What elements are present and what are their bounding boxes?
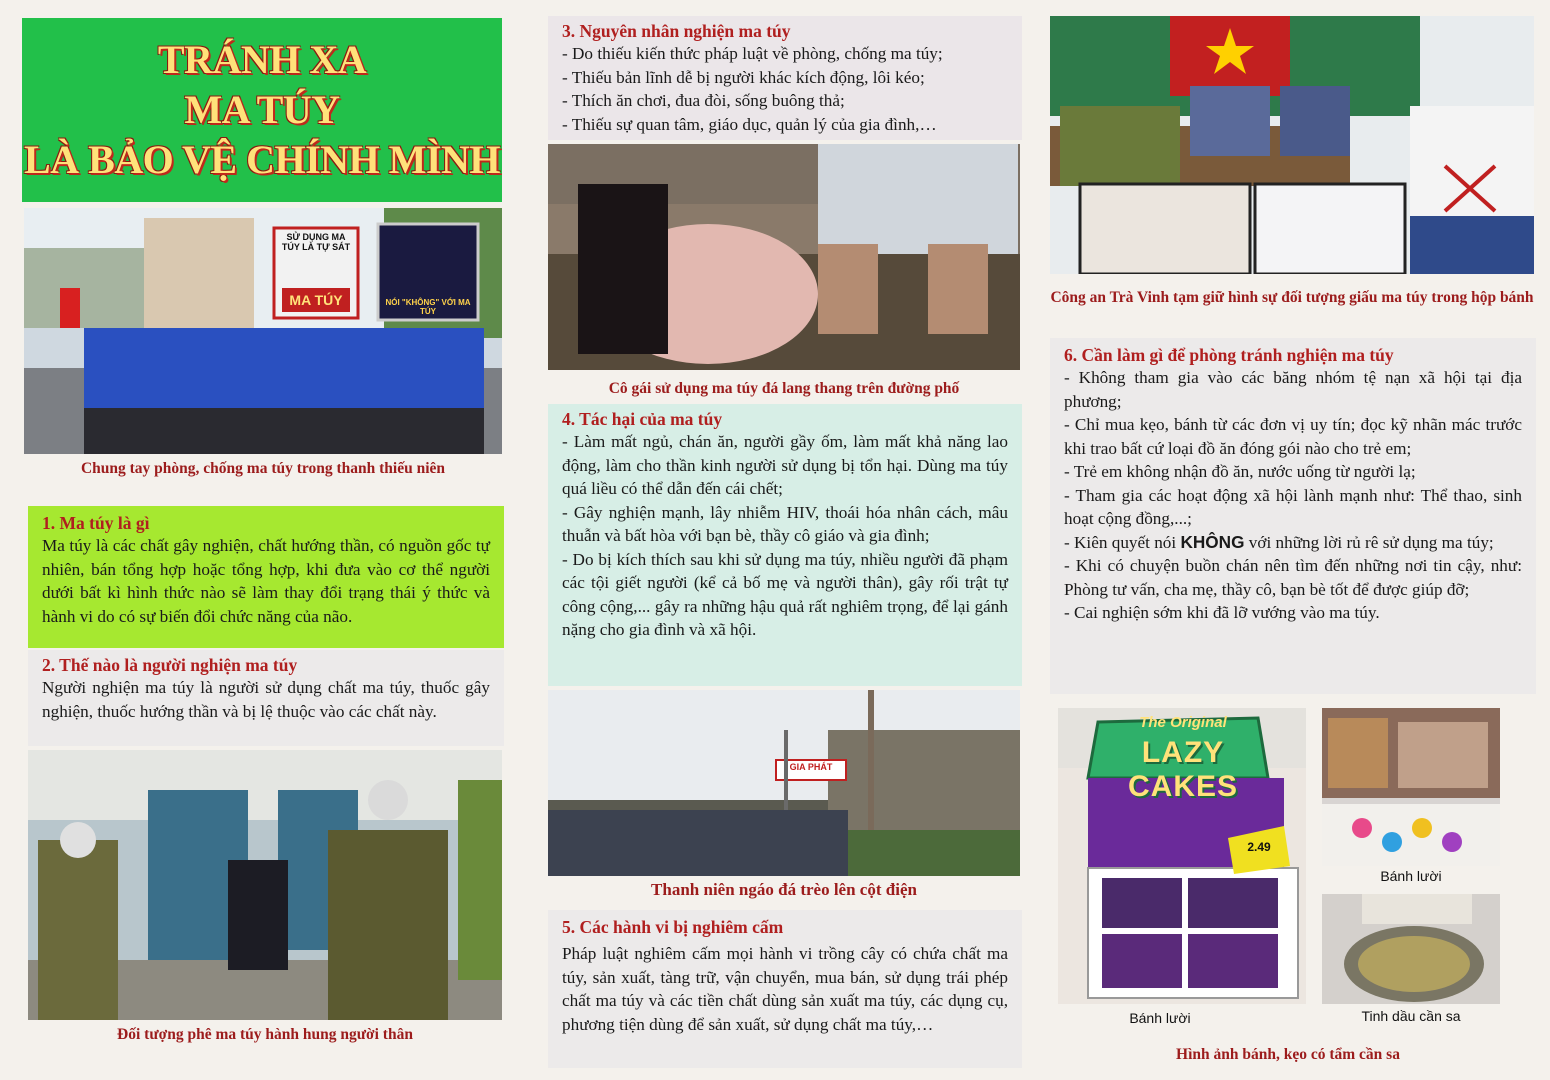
section-3-item: - Thiếu bản lĩnh dễ bị người khác kích động, lôi kéo; — [562, 67, 925, 87]
section-6-item: - Không tham gia vào các băng nhóm tệ nạn xã hội tại địa phương; — [1064, 368, 1522, 411]
section-6-item-no-prefix: - Kiên quyết nói — [1064, 532, 1177, 552]
section-4-heading: 4. Tác hại của ma túy — [562, 409, 723, 429]
section-6 — [1050, 338, 1536, 694]
title-banner — [22, 18, 502, 202]
section-6-item: - Trẻ em không nhận đồ ăn, nước uống từ người lạ; — [1064, 462, 1416, 481]
photo-violence — [28, 750, 502, 1020]
section-6-item-no — [1064, 531, 1522, 555]
section-6-item-no-suffix: với những lời rủ rê sử dụng ma túy; — [1248, 532, 1494, 552]
section-1-body: Ma túy là các chất gây nghiện, chất hướng thần, có nguồn gốc tự nhiên, bán tổng hợp hoặc tổng hợp, khi đưa vào cơ thể người dưới bất kì hình thức nào sẽ làm thay đổi trạng thái ý thức và hành vi do có sự biến đổi chức năng của não. — [42, 536, 490, 626]
photo-pole — [548, 690, 1020, 876]
caption-cakes: Hình ảnh bánh, kẹo có tẩm cần sa — [1176, 1046, 1400, 1063]
section-6-no-emphasis: KHÔNG — [1180, 531, 1245, 552]
section-1-heading: 1. Ma túy là gì — [42, 513, 150, 533]
photo-oil — [1322, 894, 1500, 1004]
section-4-item: - Làm mất ngủ, chán ăn, người gầy ốm, làm mất khả năng lao động, làm cho thần kinh người sử dụng bị tổn hại. Dùng ma túy quá liều có thể dẫn đến cái chết; — [562, 432, 1008, 498]
title-line-2: MA TÚY — [184, 87, 340, 132]
section-3-item: - Thích ăn chơi, đua đòi, sống buông thả; — [562, 91, 845, 110]
photo-march — [24, 208, 502, 454]
section-2-heading: 2. Thế nào là người nghiện ma túy — [42, 655, 298, 675]
section-4 — [548, 404, 1022, 686]
section-6-item: - Chỉ mua kẹo, bánh từ các đơn vị uy tín; đọc kỹ nhãn mác trước khi trao bất cứ loại đồ ăn đóng gói nào cho trẻ em; — [1064, 415, 1522, 458]
brand-top: The Original — [1139, 714, 1227, 731]
section-4-item: - Gây nghiện mạnh, lây nhiễm HIV, thoái hóa nhân cách, mâu thuẫn và bất hòa với bạn bè, thầy cô giáo và gia đình; — [562, 502, 1008, 545]
section-6-item: - Khi có chuyện buồn chán nên tìm đến những nơi tin cậy, như: Phòng tư vấn, cha mẹ, thầy cô, bạn bè tốt để được giúp đỡ; — [1064, 556, 1522, 599]
caption-march: Chung tay phòng, chống ma túy trong thanh thiếu niên — [80, 460, 446, 477]
section-6-item: - Tham gia các hoạt động xã hội lành mạnh như: Thể thao, sinh hoạt cộng đồng,...; — [1064, 485, 1522, 528]
title-line-3: LÀ BẢO VỆ CHÍNH MÌNH — [24, 137, 500, 182]
photo-lazy-cakes — [1058, 708, 1306, 1004]
section-2 — [28, 650, 504, 746]
section-2-body: Người nghiện ma túy là người sử dụng chất ma túy, thuốc gây nghiện, thuốc hướng thần và bị lệ thuộc vào các chất này. — [42, 678, 490, 721]
sign-1-text: SỬ DỤNG MA TÚY LÀ TỰ SÁT — [281, 232, 351, 252]
title-line-1: TRÁNH XA — [157, 37, 367, 82]
caption-girl: Cô gái sử dụng ma túy đá lang thang trên đường phố — [608, 380, 960, 397]
caption-violence: Đối tượng phê ma túy hành hung người thân — [117, 1026, 413, 1043]
sign-1-bottom: MA TÚY — [289, 292, 343, 308]
label-cake-1: Bánh lười — [1129, 1010, 1191, 1026]
section-4-item: - Do bị kích thích sau khi sử dụng ma túy, nhiều người đã phạm các tội giết người (kể cả bố mẹ và người thân), gây rối trật tự công cộng,... gây ra những hậu quả rất nghiêm trọng, để lại gánh nặng cho gia đình và xã hội. — [562, 549, 1008, 639]
section-5-body: Pháp luật nghiêm cấm mọi hành vi trồng cây có chứa chất ma túy, sản xuất, tàng trữ, vận chuyển, mua bán, sử dụng trái phép chất ma túy và các tiền chất dùng sản xuất ma túy, các dụng cụ, phương tiện dùng để sản xuất, sử dụng chất ma túy,… — [562, 944, 1008, 1034]
caption-pole: Thanh niên ngáo đá trèo lên cột điện — [651, 880, 917, 899]
label-oil: Tinh dầu cần sa — [1361, 1008, 1461, 1024]
caption-police: Công an Trà Vinh tạm giữ hình sự đối tượng giấu ma túy trong hộp bánh — [1050, 289, 1534, 306]
section-3 — [548, 16, 1022, 140]
shop-sign-text: GIA PHÁT — [789, 762, 833, 772]
section-6-heading: 6. Cần làm gì để phòng tránh nghiện ma túy — [1064, 345, 1394, 365]
section-3-item: - Do thiếu kiến thức pháp luật về phòng, chống ma túy; — [562, 44, 943, 63]
section-6-item: - Cai nghiện sớm khi đã lỡ vướng vào ma túy. — [1064, 603, 1380, 622]
section-5 — [548, 910, 1022, 1068]
photo-cake-tray — [1322, 708, 1500, 866]
section-5-heading: 5. Các hành vi bị nghiêm cấm — [562, 917, 784, 937]
label-cake-2: Bánh lười — [1380, 868, 1442, 884]
section-1 — [28, 506, 504, 648]
section-3-heading: 3. Nguyên nhân nghiện ma túy — [562, 21, 791, 41]
sign-2-text: NÓI "KHÔNG" VỚI MA TÚY — [385, 298, 471, 316]
section-3-item: - Thiếu sự quan tâm, giáo dục, quản lý của gia đình,… — [562, 114, 937, 134]
photo-police — [1050, 16, 1534, 274]
photo-girl — [548, 144, 1020, 370]
brand-name: LAZY CAKES — [1127, 736, 1238, 803]
price-tag: 2.49 — [1247, 840, 1271, 854]
